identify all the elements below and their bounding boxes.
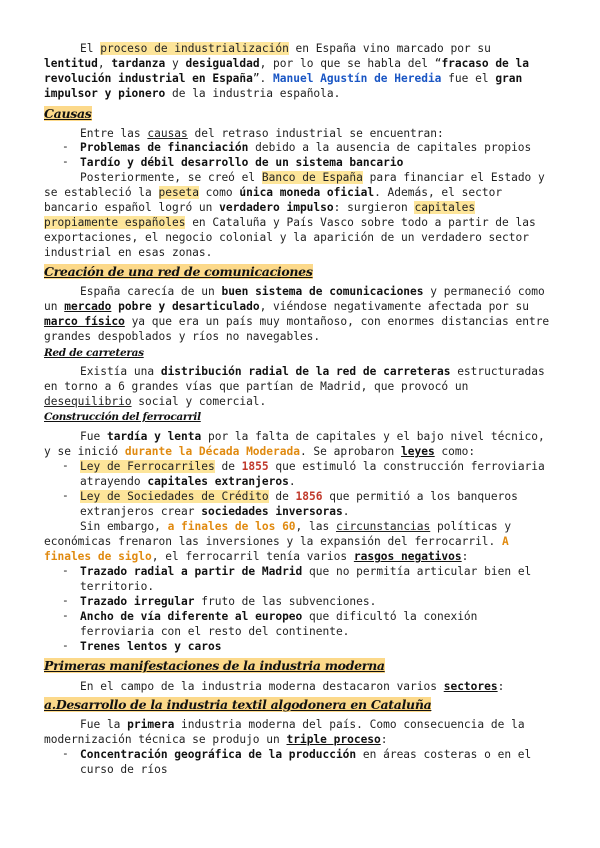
red-line-4: grandes despoblados y ríos no navegables. xyxy=(44,330,321,343)
ferro-feature-3: Ancho de vía diferente al europeo que dificultó la conexión xyxy=(80,610,478,623)
ferro-bullet-2: Ley de Sociedades de Crédito de 1856 que permitió a los banqueros xyxy=(80,490,518,503)
intro-line-1: El proceso de industrialización en España vino marcado por su xyxy=(80,42,491,55)
carreteras-line-1: Existía una distribución radial de la red de carreteras estructuradas xyxy=(80,365,545,378)
carreteras-line-3: desequilibrio social y comercial. xyxy=(44,395,267,408)
bullet-dash: - xyxy=(62,140,69,153)
causas-line-5: propiamente españoles en Cataluña y País Vasco sobre todo a partir de las xyxy=(44,216,536,229)
causas-line-6: exportaciones, el negocio colonial y la aparición de un verdadero sector xyxy=(44,231,529,244)
ferro-bullet-1-cont: atrayendo capitales extranjeros. xyxy=(80,475,296,488)
heading-red-carreteras: Red de carreteras xyxy=(44,347,144,359)
ferro-line-2: y se inició durante la Década Moderada. Se aprobaron leyes como: xyxy=(44,445,476,458)
bullet-dash: - xyxy=(62,459,69,472)
ferro-feature-2: Trazado irregular fruto de las subvenciones. xyxy=(80,595,377,608)
causas-line-2: Posteriormente, se creó el Banco de España para financiar el Estado y xyxy=(80,171,545,184)
heading-causas: Causas xyxy=(44,106,92,121)
carreteras-line-2: en torno a 6 grandes vías que partían de Madrid, que provocó un xyxy=(44,380,469,393)
heading-ferrocarril: Construcción del ferrocarril xyxy=(44,411,201,423)
causas-bullet-1: Problemas de financiación debido a la ausencia de capitales propios xyxy=(80,141,532,154)
ferro-line-1: Fue tardía y lenta por la falta de capitales y el bajo nivel técnico, xyxy=(80,430,545,443)
bullet-dash: - xyxy=(62,564,69,577)
bullet-dash: - xyxy=(62,609,69,622)
causas-line-3: se estableció la peseta como única moneda oficial. Además, el sector xyxy=(44,186,503,199)
heading-red-comunicaciones: Creación de una red de comunicaciones xyxy=(44,264,313,279)
causas-line-7: industrial en esas zonas. xyxy=(44,246,213,259)
textil-bullet-1-cont: curso de ríos xyxy=(80,763,168,776)
bullet-dash: - xyxy=(62,639,69,652)
causas-line-1: Entre las causas del retraso industrial se encuentran: xyxy=(80,127,444,140)
bullet-dash: - xyxy=(62,155,69,168)
red-line-1: España carecía de un buen sistema de comunicaciones y permaneció como xyxy=(80,285,545,298)
ferro-feature-1-cont: territorio. xyxy=(80,580,155,593)
ferro-bullet-1: Ley de Ferrocarriles de 1855 que estimuló la construcción ferroviaria xyxy=(80,460,545,473)
red-line-3: marco físico ya que era un país muy montañoso, con enormes distancias entre xyxy=(44,315,550,328)
primeras-line-1: En el campo de la industria moderna destacaron varios sectores: xyxy=(80,680,505,693)
intro-line-3: revolución industrial en España”. Manuel Agustín de Heredia fue el gran xyxy=(44,72,523,85)
intro-line-4: impulsor y pionero de la industria española. xyxy=(44,87,341,100)
bullet-dash: - xyxy=(62,489,69,502)
ferro-feature-4: Trenes lentos y caros xyxy=(80,640,222,653)
bullet-dash: - xyxy=(62,594,69,607)
ferro-bullet-2-cont: extranjeros crear sociedades inversoras. xyxy=(80,505,350,518)
causas-line-4: bancario español logró un verdadero impulso: surgieron capitales xyxy=(44,201,476,214)
ferro-feature-1: Trazado radial a partir de Madrid que no permitía articular bien el xyxy=(80,565,532,578)
ferro-line-5: finales de siglo, el ferrocarril tenía varios rasgos negativos: xyxy=(44,550,469,563)
ferro-line-3: Sin embargo, a finales de los 60, las circunstancias políticas y xyxy=(80,520,512,533)
ferro-line-4: económicas frenaron las inversiones y la expansión del ferrocarril. A xyxy=(44,535,509,548)
red-line-2: un mercado pobre y desarticulado, viéndose negativamente afectada por su xyxy=(44,300,529,313)
bullet-dash: - xyxy=(62,747,69,760)
heading-primeras-manifestaciones: Primeras manifestaciones de la industria moderna xyxy=(44,658,385,673)
textil-line-2: modernización técnica se produjo un triple proceso: xyxy=(44,733,388,746)
causas-bullet-2: Tardío y débil desarrollo de un sistema bancario xyxy=(80,156,404,169)
heading-textil: a.Desarrollo de la industria textil algodonera en Cataluña xyxy=(44,697,432,712)
textil-line-1: Fue la primera industria moderna del país. Como consecuencia de la xyxy=(80,718,525,731)
textil-bullet-1: Concentración geográfica de la producción en áreas costeras o en el xyxy=(80,748,532,761)
ferro-feature-3-cont: ferroviaria con el resto del continente. xyxy=(80,625,350,638)
intro-line-2: lentitud, tardanza y desigualdad, por lo que se habla del “fracaso de la xyxy=(44,57,529,70)
